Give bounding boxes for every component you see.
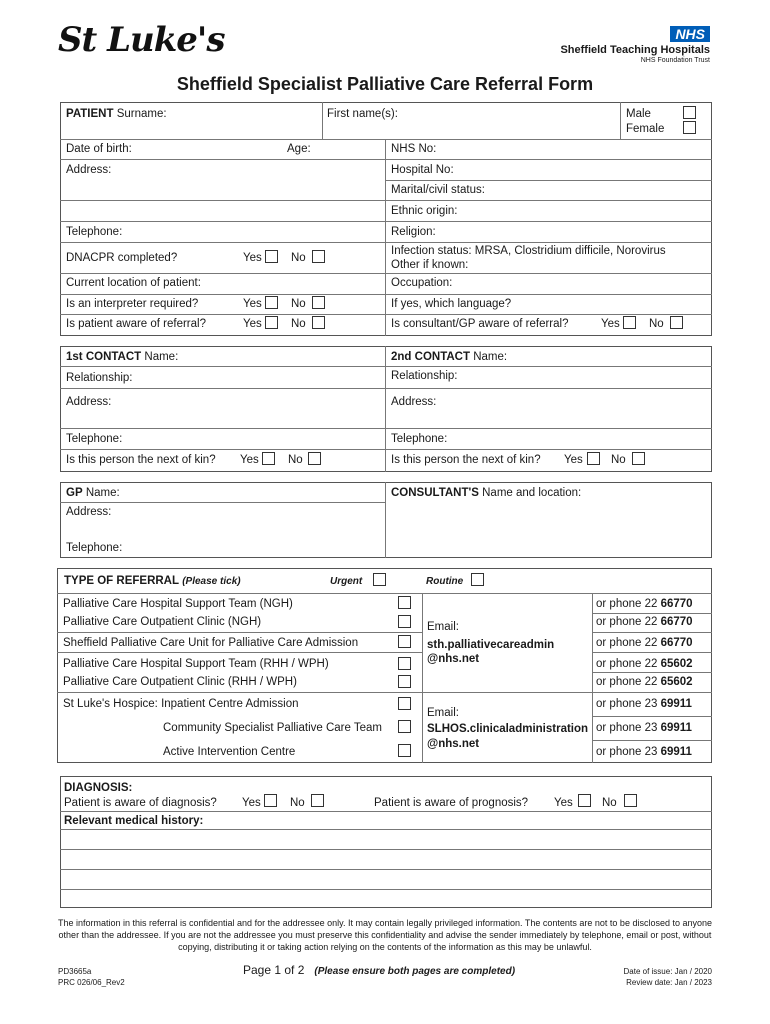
- first-kin-yes-checkbox[interactable]: [262, 452, 275, 465]
- urgent-label: Urgent: [330, 576, 363, 587]
- service-1: Palliative Care Hospital Support Team (NGH): [63, 598, 293, 610]
- consultant-aware-no-label: No: [649, 318, 664, 330]
- service-1-checkbox[interactable]: [398, 596, 411, 609]
- gp-section: [60, 482, 712, 558]
- phone-6: 69911: [660, 698, 692, 710]
- aware-referral-no-label: No: [291, 318, 306, 330]
- email-label-2: Email:: [427, 707, 459, 719]
- form-code-1: PD3665a: [58, 967, 92, 976]
- consultant-aware-yes-checkbox[interactable]: [623, 316, 636, 329]
- address-label: Address:: [66, 164, 112, 176]
- phone-prefix-5: or phone 22: [596, 676, 658, 688]
- first-contact-heading: 1st CONTACT: [66, 351, 142, 363]
- service-2: Palliative Care Outpatient Clinic (NGH): [63, 616, 262, 628]
- first-kin-no-label: No: [288, 454, 303, 466]
- trust-subtitle: NHS Foundation Trust: [640, 57, 710, 64]
- female-checkbox[interactable]: [683, 121, 696, 134]
- interpreter-label: Is an interpreter required?: [66, 298, 199, 310]
- service-8: Active Intervention Centre: [163, 746, 296, 758]
- second-kin-no-label: No: [611, 454, 626, 466]
- email-1-line-2[interactable]: @nhs.net: [427, 653, 480, 665]
- phone-7: 69911: [660, 722, 692, 734]
- dnacpr-no-label: No: [291, 252, 306, 264]
- second-telephone-label: Telephone:: [391, 433, 448, 445]
- service-2-checkbox[interactable]: [398, 615, 411, 628]
- occupation-label: Occupation:: [391, 277, 453, 289]
- telephone-label: Telephone:: [66, 226, 123, 238]
- first-names-label: First name(s):: [327, 108, 398, 120]
- service-5-checkbox[interactable]: [398, 675, 411, 688]
- infection-label: Infection status: MRSA, Clostridium difficile, Norovirus: [391, 245, 666, 257]
- form-code-2: PRC 026/06_Rev2: [58, 978, 125, 987]
- patient-heading: PATIENT: [66, 108, 114, 120]
- page-title: Sheffield Specialist Palliative Care Referral Form: [176, 74, 594, 94]
- aware-referral-yes-label: Yes: [243, 318, 262, 330]
- phone-5: 65602: [660, 676, 693, 688]
- consultant-aware-label: Is consultant/GP aware of referral?: [391, 318, 569, 330]
- dnacpr-yes-checkbox[interactable]: [265, 250, 278, 263]
- service-4-checkbox[interactable]: [398, 657, 411, 670]
- first-telephone-label: Telephone:: [66, 433, 123, 445]
- phone-prefix-2: or phone 22: [596, 616, 658, 628]
- consultant-name-label: Name and location:: [482, 487, 582, 499]
- male-checkbox[interactable]: [683, 106, 696, 119]
- prognosis-no-label: No: [602, 797, 617, 809]
- prognosis-no-checkbox[interactable]: [624, 794, 637, 807]
- gp-name-label: Name:: [85, 487, 120, 499]
- phone-prefix-7: or phone 23: [596, 722, 658, 734]
- consultant-heading: CONSULTANT'S: [391, 487, 479, 499]
- second-address-label: Address:: [391, 396, 437, 408]
- current-location-label: Current location of patient:: [66, 277, 201, 289]
- service-3: Sheffield Palliative Care Unit for Palliative Care Admission: [63, 637, 359, 649]
- phone-4: 65602: [660, 658, 693, 670]
- email-2-line-1[interactable]: SLHOS.clinicaladministration: [427, 723, 589, 735]
- consultant-aware-no-checkbox[interactable]: [670, 316, 683, 329]
- phone-prefix-6: or phone 23: [596, 698, 658, 710]
- st-lukes-logo: St Luke's: [58, 20, 225, 60]
- diagnosis-yes-label: Yes: [242, 797, 261, 809]
- dob-label: Date of birth:: [66, 143, 132, 155]
- prognosis-yes-label: Yes: [554, 797, 573, 809]
- second-kin-yes-checkbox[interactable]: [587, 452, 600, 465]
- email-label-1: Email:: [427, 621, 459, 633]
- first-kin-label: Is this person the next of kin?: [66, 454, 216, 466]
- aware-referral-label: Is patient aware of referral?: [66, 318, 206, 330]
- phone-prefix-3: or phone 22: [596, 637, 658, 649]
- diagnosis-no-checkbox[interactable]: [311, 794, 324, 807]
- ensure-note: (Please ensure both pages are completed): [314, 966, 516, 977]
- second-kin-no-checkbox[interactable]: [632, 452, 645, 465]
- first-address-label: Address:: [66, 396, 112, 408]
- diagnosis-yes-checkbox[interactable]: [264, 794, 277, 807]
- gp-telephone-label: Telephone:: [66, 542, 123, 554]
- service-6: St Luke's Hospice: Inpatient Centre Admission: [63, 698, 299, 710]
- second-contact-name-label: Name:: [473, 351, 508, 363]
- second-contact-heading: 2nd CONTACT: [391, 351, 471, 363]
- other-known-label: Other if known:: [391, 259, 469, 271]
- second-relationship-label: Relationship:: [391, 370, 458, 382]
- service-7-checkbox[interactable]: [398, 720, 411, 733]
- phone-prefix-1: or phone 22: [596, 598, 658, 610]
- ethnic-label: Ethnic origin:: [391, 205, 458, 217]
- nhs-logo: NHS: [670, 26, 710, 42]
- marital-label: Marital/civil status:: [391, 184, 485, 196]
- phone-prefix-8: or phone 23: [596, 746, 658, 758]
- service-3-checkbox[interactable]: [398, 635, 411, 648]
- phone-3: 66770: [660, 637, 693, 649]
- service-8-checkbox[interactable]: [398, 744, 411, 757]
- please-tick-label: (Please tick): [182, 576, 241, 587]
- medical-history-label: Relevant medical history:: [64, 815, 204, 827]
- service-5: Palliative Care Outpatient Clinic (RHH / WPH): [63, 676, 297, 688]
- hospital-no-label: Hospital No:: [391, 164, 454, 176]
- gp-address-label: Address:: [66, 506, 112, 518]
- first-contact-name-label: Name:: [144, 351, 179, 363]
- second-kin-label: Is this person the next of kin?: [391, 454, 541, 466]
- service-4: Palliative Care Hospital Support Team (RHH / WPH): [63, 658, 329, 670]
- interpreter-no-checkbox[interactable]: [312, 296, 325, 309]
- dnacpr-yes-label: Yes: [243, 252, 262, 264]
- routine-label: Routine: [426, 576, 464, 587]
- diagnosis-no-label: No: [290, 797, 305, 809]
- page-number: Page 1 of 2: [243, 963, 305, 977]
- dnacpr-label: DNACPR completed?: [66, 252, 178, 264]
- issue-date: Date of issue: Jan / 2020: [623, 967, 712, 976]
- service-6-checkbox[interactable]: [398, 697, 411, 710]
- surname-label: Surname:: [116, 108, 167, 120]
- urgent-checkbox[interactable]: [373, 573, 386, 586]
- aware-referral-yes-checkbox[interactable]: [265, 316, 278, 329]
- dnacpr-no-checkbox[interactable]: [312, 250, 325, 263]
- male-label: Male: [626, 108, 651, 120]
- aware-referral-no-checkbox[interactable]: [312, 316, 325, 329]
- phone-8: 69911: [660, 746, 692, 758]
- trust-name: Sheffield Teaching Hospitals: [560, 44, 710, 56]
- which-language-label: If yes, which language?: [391, 298, 512, 310]
- interpreter-yes-checkbox[interactable]: [265, 296, 278, 309]
- review-date: Review date: Jan / 2023: [626, 978, 712, 987]
- first-kin-yes-label: Yes: [240, 454, 259, 466]
- interpreter-yes-label: Yes: [243, 298, 262, 310]
- phone-prefix-4: or phone 22: [596, 658, 658, 670]
- confidentiality-note: The information in this referral is confidential and for the addressee only. It may contain legally privileged information. The contents are not to be disclosed to anyone other than the addressee. If you are not the addressee you must preserve this confidentiality and advise the sender immediately by telephone, email or post, without copying, distributing it or taking action relying on the contents of the information as this may be unlawful.: [57, 918, 713, 952]
- female-label: Female: [626, 123, 665, 135]
- second-kin-yes-label: Yes: [564, 454, 583, 466]
- nhs-no-label: NHS No:: [391, 143, 437, 155]
- first-kin-no-checkbox[interactable]: [308, 452, 321, 465]
- service-7: Community Specialist Palliative Care Team: [163, 722, 383, 734]
- diagnosis-heading: DIAGNOSIS:: [64, 782, 133, 794]
- consultant-aware-yes-label: Yes: [601, 318, 620, 330]
- email-2-line-2[interactable]: @nhs.net: [427, 738, 480, 750]
- aware-diagnosis-label: Patient is aware of diagnosis?: [64, 797, 217, 809]
- referral-heading: TYPE OF REFERRAL: [64, 575, 180, 587]
- religion-label: Religion:: [391, 226, 436, 238]
- aware-prognosis-label: Patient is aware of prognosis?: [374, 797, 529, 809]
- routine-checkbox[interactable]: [471, 573, 484, 586]
- gp-heading: GP: [66, 487, 83, 499]
- first-relationship-label: Relationship:: [66, 372, 133, 384]
- phone-2: 66770: [660, 616, 693, 628]
- phone-1: 66770: [660, 598, 693, 610]
- prognosis-yes-checkbox[interactable]: [578, 794, 591, 807]
- email-1-line-1[interactable]: sth.palliativecareadmin: [427, 639, 555, 651]
- age-label: Age:: [287, 143, 311, 155]
- interpreter-no-label: No: [291, 298, 306, 310]
